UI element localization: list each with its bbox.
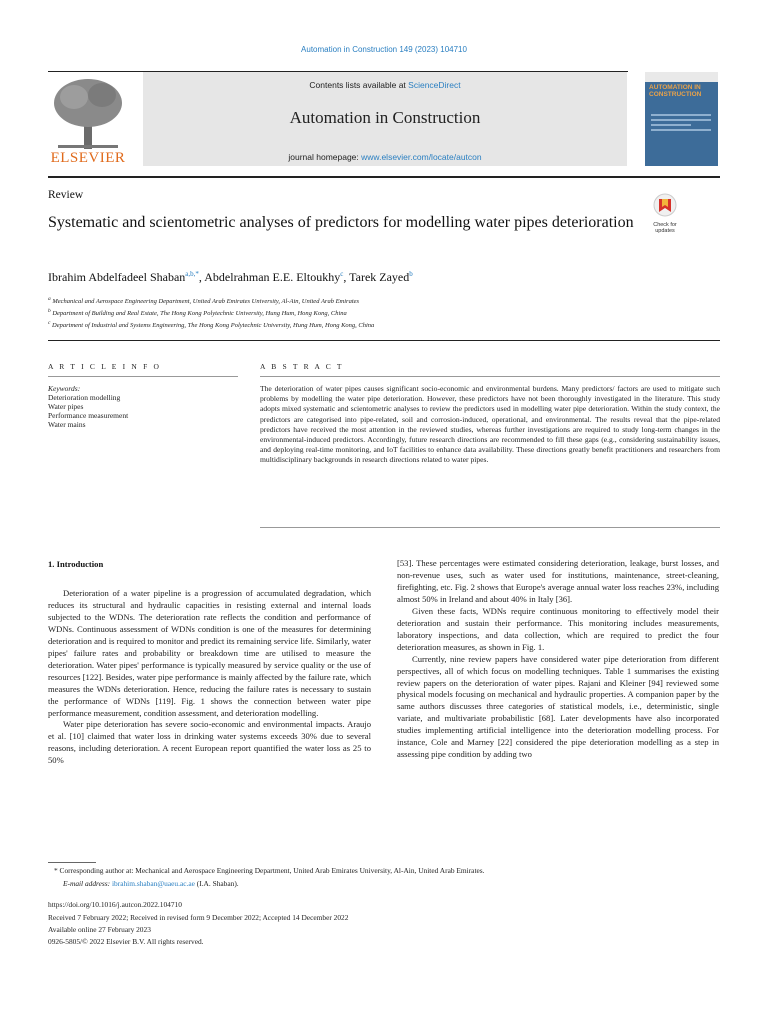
- abstract-text: The deterioration of water pipes causes significant socio-economic and environmental burdens. Many predictors/ factors are used to mitigate such problems by modelling the water pipe deterioration. However, these predictors have not been thoroughly investigated in the literature. This study adopts mixed systematic and scientometric analyses to review the predictors used in modelling water pipe deterioration. Within the study context, the predictors are categorised into pipe-related, soil and corrosion-induced, operational, and environmental. The results reveal that the pipe-related predictors have received the most attention in the reviewed studies, whereas further investigations are required to study long-term changes in the environmental-induced predictors. Accordingly, future research directions are recommended to fill these gaps (e.g., considering sustainability issues, and deploying real-time monitoring, and IoT facilities to enhance data availability. These directions greatly benefit practitioners and researchers from multidisciplinary backgrounds in research directions related to water pipes.: [260, 384, 720, 465]
- email-label: E-mail address:: [63, 879, 112, 888]
- body-column-left: [48, 588, 371, 767]
- doi-link[interactable]: https://doi.org/10.1016/j.autcon.2022.104710: [48, 900, 182, 909]
- article-type: Review: [48, 189, 84, 201]
- paragraph: Currently, nine review papers have considered water pipe deterioration from different perspectives, all of which focus on modelling techniques. Table 1 summarises the existing review papers on the deterioration of water pipes. Rajani and Kleiner [94] reviewed some physical models focusing on mechanical and hydraulic properties. A companion paper by the same authors discusses three categories of statistical models, i.e., deterministic, single variate, and multivariate probabilistic [68]. Later developments have also incorporated studies implementing artificial intelligence into the deterioration modelling process. For instance, Cole and Marney [22] considered the pipe deterioration modelling as a step in assessing pipe condition by adding two: [397, 653, 719, 760]
- author-separator: ,: [343, 270, 350, 284]
- article-info-heading: A R T I C L E I N F O: [48, 362, 162, 371]
- affiliation-text: Department of Building and Real Estate, The Hong Kong Polytechnic University, Hung Hum, Hong Kong, China: [52, 310, 347, 318]
- available-online: Available online 27 February 2023: [48, 925, 151, 934]
- contents-prefix: Contents lists available at: [309, 80, 409, 90]
- header-bottom-rule: [48, 176, 720, 178]
- homepage-line: [143, 152, 627, 162]
- journal-name: Automation in Construction: [289, 108, 481, 127]
- paragraph: Deterioration of a water pipeline is a progression of accumulated degradation, which reduces its structural and hydraulic capacities in resisting external and internal loads subjected to the WDNs. The deterioration rate reflects the condition and performance of WDNs. Continuous assessment of WDNs condition is one of the measures for determining deterioration and is required to monitor and predict its remaining service life. Similarly, water pipes' failure rates and probability or breakdown time are utilised to measure the deterioration. Water pipes' performance is typically measured by service quality or the use of resources [122]. Besides, water pipe performance is mainly affected by the failure rate, which measures the WDNs deterioration. Hence, reducing the failure rates is necessary to sustain the performance of WDNs [119]. Fig. 1 shows the connection between water pipe performance measurement, condition assessment, and deterioration modelling.: [48, 588, 371, 718]
- author-superscript[interactable]: a,b,*: [185, 270, 199, 278]
- abstract-bottom-rule: [260, 527, 720, 528]
- cover-decoration: [651, 114, 711, 134]
- affiliation-text: Department of Industrial and Systems Engineering, The Hong Kong Polytechnic University, Hung Hum, Hong Kong, China: [52, 322, 375, 330]
- section-heading-introduction: 1. Introduction: [48, 559, 104, 569]
- bookmark-icon: [645, 193, 685, 217]
- author-list: [48, 270, 413, 285]
- abstract-rule: [260, 376, 720, 377]
- author-separator: ,: [198, 270, 205, 284]
- keyword-item: Water pipes: [48, 402, 84, 411]
- author-superscript[interactable]: c: [340, 270, 344, 278]
- corresponding-author-note: * Corresponding author at: Mechanical and Aerospace Engineering Department, United Arab Emirates University, Al-Ain, United Arab Emirates.: [54, 866, 485, 875]
- author-name[interactable]: Ibrahim Abdelfadeel Shaban: [48, 270, 186, 284]
- sciencedirect-link[interactable]: ScienceDirect: [408, 80, 461, 90]
- keyword-item: Performance measurement: [48, 411, 129, 420]
- paragraph: Given these facts, WDNs require continuous monitoring to effectively model their deterioration and sustain their performance. This monitoring includes measurements, laboratory inspections, and data collection, which are required to predict the four deterioration measures, as shown in Fig. 1.: [397, 605, 719, 652]
- badge-label: Check for updates: [653, 222, 677, 234]
- paragraph: [53]. These percentages were estimated considering deterioration, leakage, burst losses, and non-revenue uses, such as water used for institutions, maintenance, street-cleaning, firefighting, etc. Fig. 2 shows that Europe's average annual water loss reaches 23%, including almost 50% in Ireland and about 40% in Italy [36].: [397, 558, 719, 604]
- author-name[interactable]: Tarek Zayed: [349, 270, 410, 284]
- cover-title: AUTOMATION IN CONSTRUCTION: [649, 84, 702, 98]
- keywords-label: Keywords:: [48, 384, 81, 393]
- cover-top-strip: [645, 72, 718, 82]
- body-column-right: [397, 558, 719, 761]
- article-info-rule: [48, 376, 238, 377]
- paragraph: Water pipe deterioration has severe socio-economic and environmental impacts. Araujo et al. [10] claimed that water loss in drinking water systems exceeds 30% due to several reasons, including deterioration. A recent European report quantified the water loss as 25 to 50%: [48, 719, 371, 766]
- email-suffix: (I.A. Shaban).: [194, 879, 239, 888]
- email-line: [63, 879, 239, 888]
- journal-cover-thumbnail[interactable]: [645, 72, 718, 166]
- homepage-link[interactable]: www.elsevier.com/locate/autcon: [361, 152, 482, 162]
- affiliation-superscript: a: [48, 296, 51, 302]
- affiliation-superscript: b: [48, 308, 51, 314]
- email-link[interactable]: ibrahim.shaban@uaeu.ac.ae: [112, 879, 195, 888]
- affiliation-superscript: c: [48, 320, 51, 326]
- affiliation: [48, 320, 374, 329]
- copyright: 0926-5805/© 2022 Elsevier B.V. All rights reserved.: [48, 937, 204, 946]
- footnote-rule: [48, 862, 96, 863]
- author-superscript[interactable]: b: [409, 270, 413, 278]
- check-for-updates-badge[interactable]: [645, 193, 685, 234]
- received-dates: Received 7 February 2022; Received in revised form 9 December 2022; Accepted 14 December 2022: [48, 913, 349, 922]
- author-name[interactable]: Abdelrahman E.E. Eltoukhy: [204, 270, 341, 284]
- keyword-item: Deterioration modelling: [48, 393, 121, 402]
- keywords-block: [48, 384, 238, 429]
- publisher-wordmark: ELSEVIER: [50, 150, 126, 166]
- article-title: Systematic and scientometric analyses of predictors for modelling water pipes deterioration: [48, 214, 634, 231]
- homepage-prefix: journal homepage:: [288, 152, 362, 162]
- affiliation-text: Mechanical and Aerospace Engineering Department, United Arab Emirates University, Al-Ain, United Arab Emirates: [52, 298, 360, 306]
- journal-citation[interactable]: Automation in Construction 149 (2023) 104710: [301, 45, 467, 54]
- contents-line: [143, 80, 627, 90]
- keyword-item: Water mains: [48, 420, 86, 429]
- info-top-rule: [48, 340, 720, 341]
- affiliation: [48, 296, 359, 305]
- affiliation: [48, 308, 347, 317]
- abstract-heading: A B S T R A C T: [260, 362, 344, 371]
